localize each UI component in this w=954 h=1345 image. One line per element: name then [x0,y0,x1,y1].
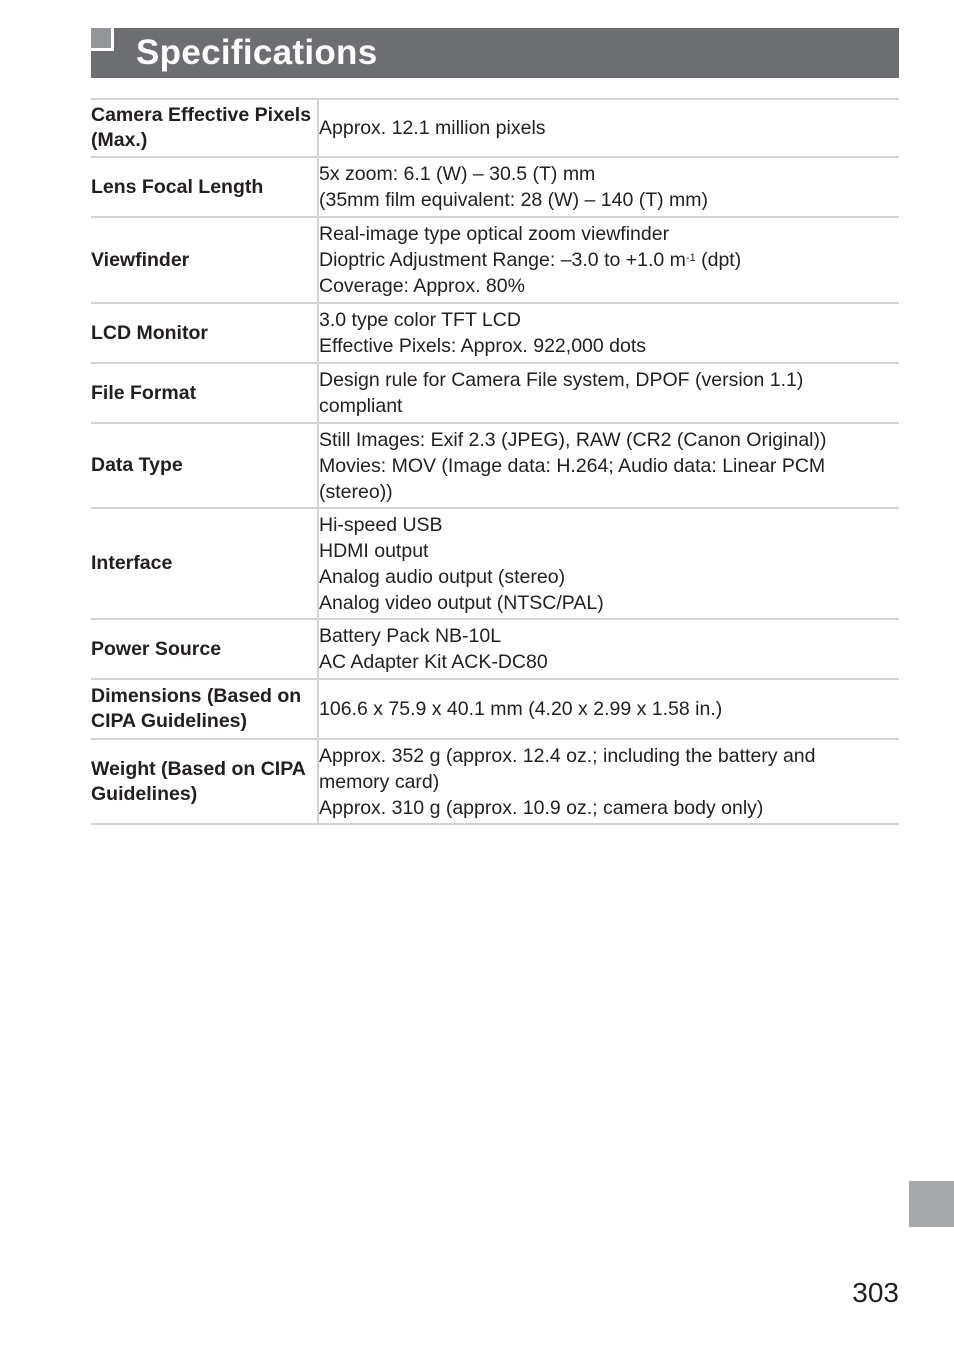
header-square-icon [91,28,114,51]
spec-value [318,619,899,679]
spec-value-line: compliant [319,395,403,417]
spec-value-line: Battery Pack NB-10L [319,625,502,647]
spec-value-line: AC Adapter Kit ACK-DC80 [319,651,548,673]
spec-value [318,363,899,423]
page-title: Specifications [136,33,378,72]
spec-value-line: Approx. 352 g (approx. 12.4 oz.; including the battery and [319,744,816,767]
spec-label: File Format [91,363,318,423]
spec-label: Power Source [91,619,318,679]
chapter-tab [909,1181,954,1227]
spec-value-line: Still Images: Exif 2.3 (JPEG), RAW (CR2 (Canon Original)) [319,428,827,451]
spec-row [91,363,899,423]
spec-label: Data Type [91,423,318,508]
spec-row [91,99,899,157]
spec-label: Weight (Based on CIPA Guidelines) [91,739,318,824]
spec-row [91,739,899,824]
spec-row [91,303,899,363]
spec-value-line: Analog video output (NTSC/PAL) [319,591,604,614]
spec-row [91,508,899,619]
spec-value [318,508,899,619]
spec-row [91,157,899,217]
spec-value-line: 106.6 x 75.9 x 40.1 mm (4.20 x 2.99 x 1.58 in.) [319,698,723,720]
spec-label: Viewfinder [91,217,318,303]
spec-label: Camera Effective Pixels (Max.) [91,99,318,157]
spec-value-line: Effective Pixels: Approx. 922,000 dots [319,335,647,357]
spec-label: Interface [91,508,318,619]
spec-value-line: Real-image type optical zoom viewfinder [319,223,670,245]
spec-row [91,619,899,679]
spec-label: LCD Monitor [91,303,318,363]
spec-value [318,303,899,363]
spec-value-line: 5x zoom: 6.1 (W) – 30.5 (T) mm [319,163,596,185]
spec-row [91,423,899,508]
spec-value [318,217,899,303]
spec-value-line: Hi-speed USB [319,513,443,536]
spec-value-line: memory card) [319,770,440,793]
spec-value-line: Analog audio output (stereo) [319,565,566,588]
specifications-table [91,98,899,825]
spec-value-line: Approx. 12.1 million pixels [319,117,546,139]
spec-value-line: (35mm film equivalent: 28 (W) – 140 (T) mm) [319,189,709,211]
spec-label: Dimensions (Based on CIPA Guidelines) [91,679,318,739]
spec-value [318,739,899,824]
spec-row [91,217,899,303]
spec-label: Lens Focal Length [91,157,318,217]
page-number: 303 [852,1277,899,1308]
spec-value-line: 3.0 type color TFT LCD [319,309,521,331]
spec-value [318,679,899,739]
spec-value [318,99,899,157]
spec-value-line: (stereo)) [319,480,393,503]
spec-value-line: Approx. 310 g (approx. 10.9 oz.; camera body only) [319,796,764,819]
spec-value-line: Dioptric Adjustment Range: –3.0 to +1.0 $m^{-1}$ (dpt) [319,249,742,271]
spec-row [91,679,899,739]
spec-value-line: Design rule for Camera File system, DPOF (version 1.1) [319,369,804,391]
spec-value [318,157,899,217]
spec-value-line: Coverage: Approx. 80% [319,275,525,297]
spec-value-line: Movies: MOV (Image data: H.264; Audio data: Linear PCM [319,454,826,477]
spec-value-line: HDMI output [319,539,429,562]
spec-value [318,423,899,508]
